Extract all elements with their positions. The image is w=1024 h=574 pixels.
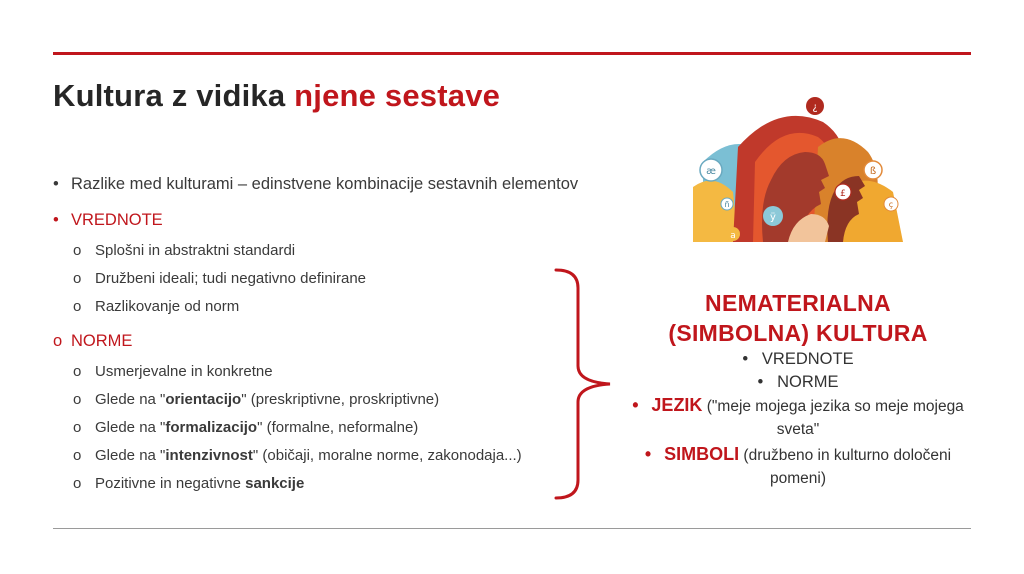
panel-item-text: VREDNOTE (761, 350, 854, 368)
svg-text:£: £ (840, 189, 846, 199)
panel-item-text: NORME (777, 373, 839, 391)
speech-bubble-icon (726, 227, 740, 241)
norme-item-bold: orientacijo (165, 391, 242, 408)
norme-item-text: Glede na " (95, 391, 166, 408)
norme-item-text: " (preskriptivne, proskriptivne) (241, 391, 440, 408)
norme-item-text: Glede na " (95, 419, 166, 436)
sub-bullet-marker: o (73, 447, 82, 464)
vrednote-item (73, 298, 239, 315)
norme-item-bold: intenzivnost (165, 447, 253, 464)
svg-text:¿: ¿ (812, 102, 818, 113)
bullet-marker: o (53, 332, 63, 350)
panel-item-label: JEZIK (651, 395, 703, 415)
panel-heading-1: NEMATERIALNA (705, 290, 891, 316)
bullet-vrednote (53, 211, 163, 230)
panel-item-norme (628, 371, 968, 394)
vrednote-item-text: Splošni in abstraktni standardi (95, 242, 296, 259)
panel-item-jezik (628, 394, 968, 441)
vrednote-item-text: Razlikovanje od norm (95, 298, 240, 315)
bullet-marker: • (53, 211, 59, 229)
vrednote-item-text: Družbeni ideali; tudi negativno definirane (95, 270, 367, 287)
svg-text:ß: ß (869, 166, 877, 177)
speech-bubble-icon (763, 206, 783, 226)
speech-bubble-icon (884, 197, 898, 211)
norme-item-text: Pozitivne in negativne (95, 475, 246, 492)
sub-bullet-marker: o (73, 363, 82, 380)
speech-bubble-icon (721, 198, 733, 210)
panel-item-text: ("meje mojega jezika so meje mojega sveta" (702, 398, 964, 438)
norme-item (73, 391, 439, 408)
svg-text:æ: æ (706, 166, 716, 177)
bullet-marker: • (757, 373, 764, 391)
bullet-marker: • (644, 444, 652, 464)
speech-bubble-icon (700, 159, 722, 181)
bullet-intro (53, 175, 578, 194)
svg-text:ÿ: ÿ (770, 212, 776, 223)
bottom-divider (53, 528, 971, 529)
sub-bullet-marker: o (73, 270, 82, 287)
norme-label: NORME (71, 332, 133, 350)
norme-item-bold: sankcije (245, 475, 305, 492)
speech-bubble-icon (864, 161, 882, 179)
norme-item-text: Usmerjevalne in konkretne (95, 363, 273, 380)
panel-item-vrednote (628, 348, 968, 371)
title-prefix: Kultura z vidika (53, 78, 295, 113)
norme-item (73, 419, 418, 436)
svg-text:ñ: ñ (724, 200, 730, 209)
sub-bullet-marker: o (73, 391, 82, 408)
svg-text:ç: ç (888, 200, 894, 209)
panel-heading-2: (SIMBOLNA) KULTURA (668, 320, 928, 346)
slide-title (53, 78, 500, 114)
svg-text:a: a (730, 231, 736, 241)
panel-item-text: (družbeno in kulturno določeni pomeni) (739, 447, 952, 487)
norme-item (73, 447, 522, 464)
sub-bullet-marker: o (73, 419, 82, 436)
top-divider (53, 52, 971, 55)
vrednote-label: VREDNOTE (71, 211, 163, 229)
speech-bubble-icon (835, 184, 851, 200)
panel-item-label: SIMBOLI (664, 444, 740, 464)
bullet-marker: • (742, 350, 749, 368)
sub-bullet-marker: o (73, 475, 82, 492)
norme-item (73, 363, 273, 380)
sub-bullet-marker: o (73, 298, 82, 315)
sub-bullet-marker: o (73, 242, 82, 259)
panel-item-simboli (628, 443, 968, 490)
talking-heads-illustration (693, 92, 908, 242)
norme-item-text: " (formalne, neformalne) (257, 419, 419, 436)
bullet-marker: • (632, 395, 639, 415)
curly-bracket-icon (548, 266, 618, 502)
nematerialna-kultura-panel (628, 288, 968, 490)
vrednote-item (73, 242, 295, 259)
bullet-intro-text: Razlike med kulturami – edinstvene kombinacije sestavnih elementov (71, 175, 579, 193)
speech-bubble-icon (806, 97, 824, 115)
norme-item-text: " (običaji, moralne norme, zakonodaja...) (252, 447, 522, 464)
bullet-norme (53, 332, 132, 351)
vrednote-item (73, 270, 366, 287)
title-accent: njene sestave (294, 78, 501, 113)
bullet-marker: • (53, 175, 59, 193)
norme-item-text: Glede na " (95, 447, 166, 464)
norme-item (73, 475, 304, 492)
norme-item-bold: formalizacijo (165, 419, 258, 436)
